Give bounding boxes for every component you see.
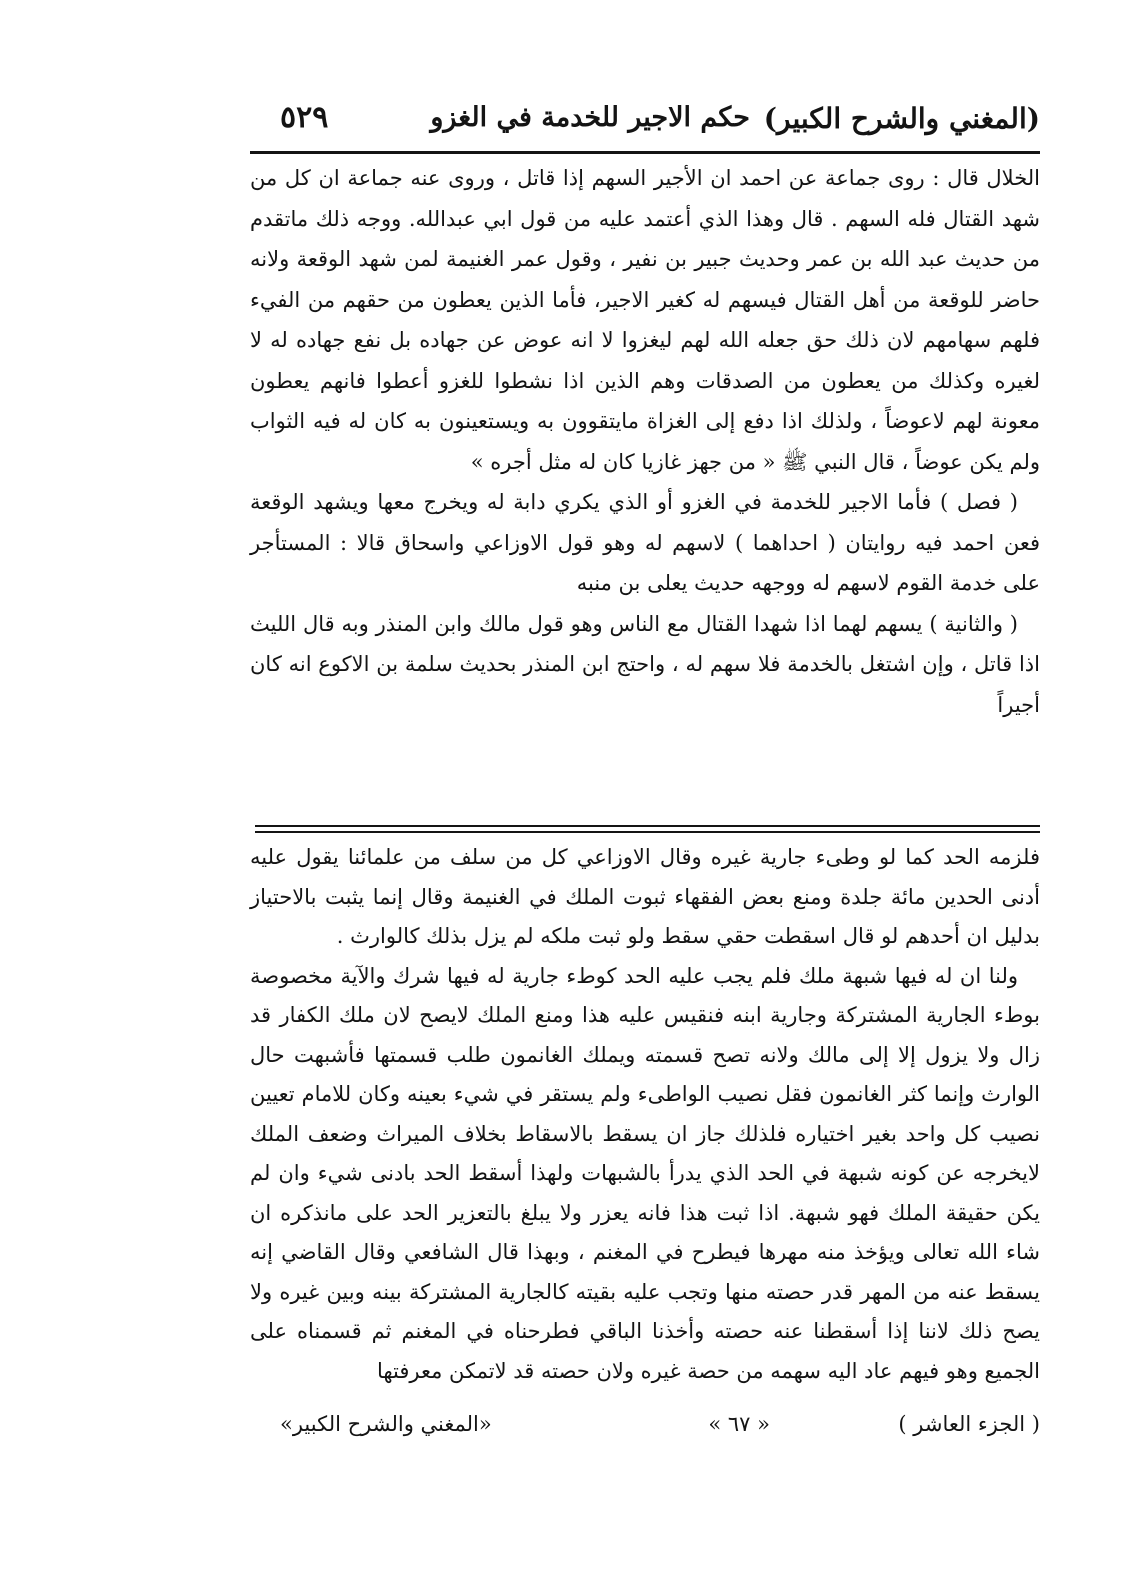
main-paragraph: ( فصل ) فأما الاجير للخدمة في الغزو أو الذي يكري دابة له ويخرج معها ويشهد الوقعة فعن احمد فيه روايتان ( احداهما ) لاسهم له وهو قول الاوزاعي واسحاق قالا : المستأجر على خدمة القوم لاسهم له ووجهه حديث يعلى بن منبه <box>250 490 1040 595</box>
footer-book-title: «المغني والشرح الكبير» <box>280 1412 492 1436</box>
divider-line <box>255 825 1040 827</box>
running-chapter-title: حكم الاجير للخدمة في الغزو <box>430 102 750 133</box>
footer-sequence: « ٦٧ » <box>708 1412 770 1436</box>
commentary-paragraph: ولنا ان له فيها شبهة ملك فلم يجب عليه الحد كوطء جارية له فيها شرك والآية مخصوصة بوطء الجارية المشتركة وجارية ابنه فنقيس عليه هذا ومنع الملك لايصح لان ملك الكفار قد زال ولا يزول إلا إلى مالك ولانه تصح قسمته ويملك الغانمون طلب قسمتها فأشبهت حال الوارث وإنما كثر الغانمون فقل نصيب الواطىء ولم يستقر في شيء بعينه وكان للامام تعيين نصيب كل واحد بغير اختياره فلذلك جاز ان يسقط بالاسقاط بخلاف الميراث وضعف الملك لايخرجه عن كونه شبهة في الحد الذي يدرأ بالشبهات ولهذا أسقط الحد بادنى شيء وان لم يكن حقيقة الملك فهو شبهة. اذا ثبت هذا فانه يعزر ولا يبلغ بالتعزير الحد على مانذكره ان شاء الله تعالى ويؤخذ منه مهرها فيطرح في المغنم ، وبهذا قال الشافعي وقال القاضي إنه يسقط عنه من المهر قدر حصته منها وتجب عليه بقيته كالجارية المشتركة بينه وبين غيره ولا يصح ذلك لاننا إذا أسقطنا عنه حصته وأخذنا الباقي فطرحناه في المغنم ثم قسمناه على الجميع وهو فيهم عاد اليه سهمه من حصة غيره ولان حصته قد لاتمكن معرفتها <box>250 963 1040 1383</box>
section-divider <box>255 825 1040 835</box>
main-paragraph: الخلال قال : روى جماعة عن احمد ان الأجير السهم إذا قاتل ، وروى عنه جماعة ان كل من شهد القتال فله السهم . قال وهذا الذي أعتمد عليه من قول ابي عبدالله. ووجه ذلك ماتقدم من حديث عبد الله بن عمر وحديث جبير بن نفير ، وقول عمر الغنيمة لمن شهد الوقعة ولانه حاضر للوقعة من أهل القتال فيسهم له كغير الاجير، فأما الذين يعطون من حقهم من الفيء فلهم سهامهم لان ذلك حق جعله الله لهم ليغزوا لا انه عوض عن جهاده بل نفع جهاده له لا لغيره وكذلك من يعطون من الصدقات وهم الذين اذا نشطوا للغزو أعطوا فانهم يعطون معونة لهم لاعوضاً ، ولذلك اذا دفع إلى الغزاة مايتقوون به ويستعينون به كان له فيه الثواب ولم يكن عوضاً ، قال النبي ﷺ « من جهز غازيا كان له مثل أجره » <box>250 166 1040 474</box>
footer-volume: ( الجزء العاشر ) <box>898 1412 1040 1436</box>
main-text-block <box>250 158 1040 725</box>
main-paragraph: ( والثانية ) يسهم لهما اذا شهدا القتال مع الناس وهو قول مالك وابن المنذر وبه قال الليث اذا قاتل ، وإن اشتغل بالخدمة فلا سهم له ، واحتج ابن المنذر بحديث سلمة بن الاكوع انه كان أجيراً <box>250 611 1040 717</box>
header-rule <box>250 151 1040 154</box>
page-number: ٥٢٩ <box>280 100 329 135</box>
commentary-paragraph: فلزمه الحد كما لو وطىء جارية غيره وقال الاوزاعي كل من سلف من علمائنا يقول عليه أدنى الحدين مائة جلدة ومنع بعض الفقهاء ثبوت الملك في الغنيمة وقال إنما يثبت بالاحتياز بدليل ان أحدهم لو قال اسقطت حقي سقط ولو ثبت ملكه لم يزل بذلك كالوارث . <box>250 845 1040 948</box>
page-header <box>250 98 1040 148</box>
divider-line <box>255 831 1040 833</box>
page-footer <box>250 1412 1040 1452</box>
running-book-title: (المغني والشرح الكبير) <box>763 102 1040 135</box>
commentary-block <box>250 838 1040 1391</box>
